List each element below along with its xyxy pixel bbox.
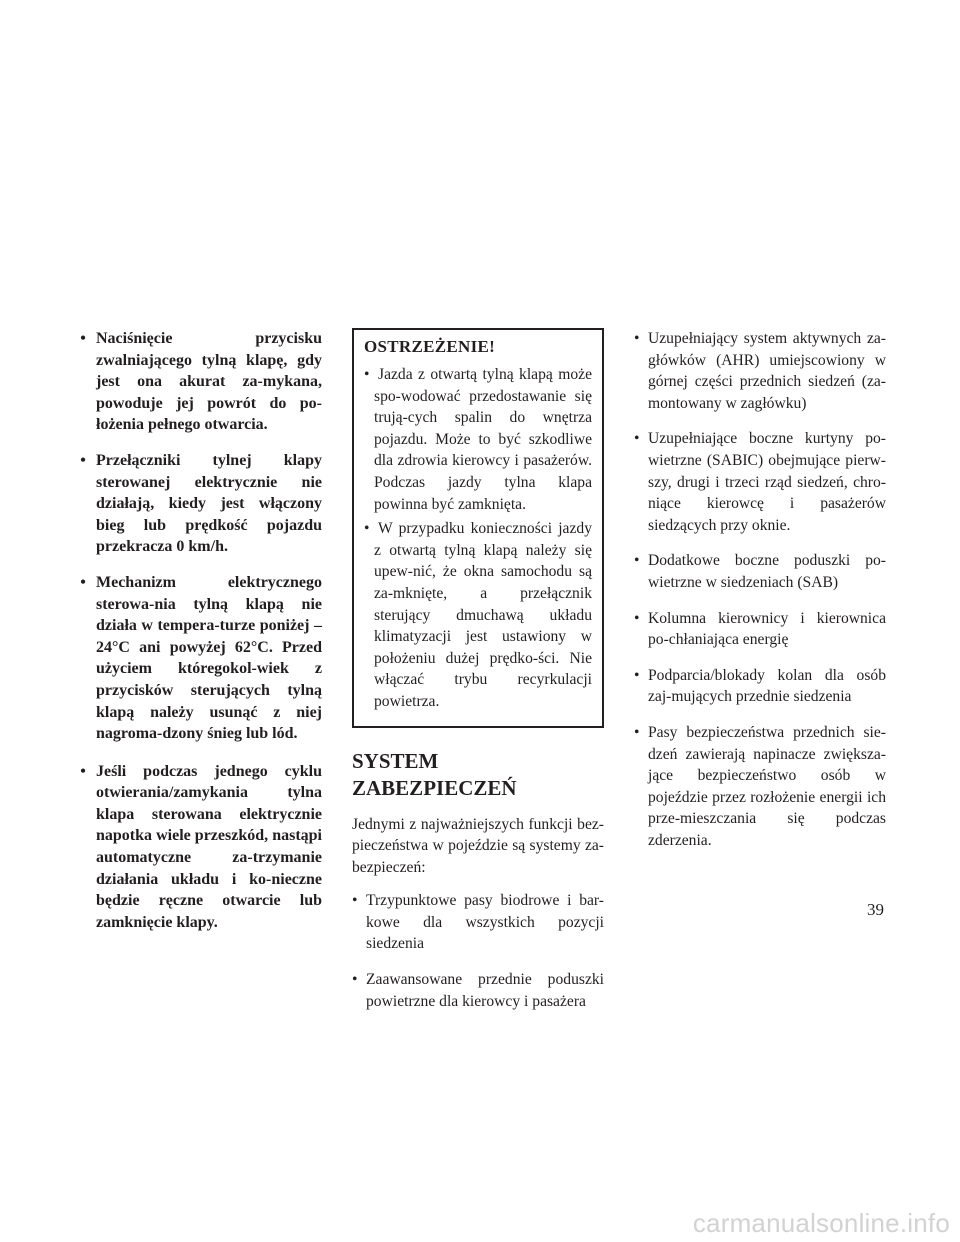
middle-column [352, 328, 604, 1026]
watermark[interactable]: carmanualsonline.info [692, 1208, 950, 1238]
bullet-icon: • [80, 330, 86, 347]
section-heading [352, 748, 604, 802]
section-intro: Jednymi z najważniejszych funkcji bez-pieczeństwa w pojeździe są systemy za-bezpieczeń: [352, 815, 604, 876]
bullet-icon: • [80, 451, 86, 469]
safety-bullet-list [352, 890, 604, 1012]
list-item: • Jeśli podczas jednego cyklu otwierania/zamykania tylna klapa sterowana elektrycznie napotka wiele przeszkód, nastąpi automatyczne za-trzymanie działania układu i ko-nieczne będzie ręczne otwarcie lub zamknięcie klapy. [70, 761, 322, 934]
warning-title: OSTRZEŻENIE! [364, 337, 496, 356]
bullet-icon: • [634, 330, 640, 347]
bullet-icon: • [634, 723, 640, 741]
section-heading-line1: SYSTEM [352, 748, 439, 773]
bullet-icon: • [352, 892, 358, 910]
right-column [634, 328, 886, 865]
left-column [70, 328, 322, 947]
bullet-icon: • [634, 430, 640, 448]
list-item: • Przełączniki tylnej klapy sterowanej elektrycznie nie działają, kiedy jest włączony bieg lub prędkość pojazdu przekracza 0 km/h. [70, 450, 322, 558]
list-item: • W przypadku konieczności jazdy z otwartą tylną klapą należy się upew-nić, że okna samochodu są za-mknięte, a przełącznik sterujący dmuchawą układu klimatyzacji jest ustawiony w położeniu dużej prędko-ści. Nie włączać trybu recyrkulacji powietrza. [364, 520, 592, 710]
bullet-icon: • [634, 666, 640, 684]
left-bullet-list [70, 328, 322, 933]
list-item: • Uzupełniające boczne kurtyny po-wietrzne (SABIC) obejmujące pierw-szy, drugi i trzeci rząd siedzeń, chro-niące kierowcę i pasażerów siedzących przy oknie. [634, 430, 886, 534]
bullet-icon: • [364, 366, 370, 383]
list-item: • Podparcia/blokady kolan dla osób zaj-mujących przednie siedzenia [634, 666, 886, 706]
bullet-icon: • [634, 552, 640, 570]
list-item: • Dodatkowe boczne poduszki po-wietrzne w siedzeniach (SAB) [634, 552, 886, 591]
bullet-icon: • [352, 971, 358, 989]
warning-bullet-list [364, 364, 592, 713]
list-item: • Mechanizm elektrycznego sterowa-nia tylną klapą nie działa w tempera-turze poniżej –24°C ani powyżej 62°C. Przed użyciem któregokol-wiek z przycisków sterujących tylną klapą należy usunąć z niej nagroma-dzony śnieg lub lód. [70, 572, 322, 745]
bullet-icon: • [80, 573, 86, 591]
page-number: 39 [867, 900, 884, 919]
list-item: • Naciśnięcie przycisku zwalniającego tylną klapę, gdy jest ona akurat za-mykana, powoduje jej powrót do po-łożenia pełnego otwarcia. [70, 328, 322, 436]
list-item: • Uzupełniający system aktywnych za-główków (AHR) umiejscowiony w górnej części przednich siedzeń (za-montowany w zagłówku) [634, 330, 886, 412]
bullet-icon: • [80, 762, 86, 780]
list-item: • Trzypunktowe pasy biodrowe i bar-kowe dla wszystkich pozycji siedzenia [352, 892, 604, 953]
section-heading-line2: ZABEZPIECZEŃ [352, 775, 517, 800]
list-item: • Pasy bezpieczeństwa przednich sie-dzeń zawierają napinacze zwiększa-jące bezpieczeństwo osób w pojeździe przez rozłożenie energii ich prze-mieszczania się podczas zderzenia. [634, 723, 886, 849]
list-item: • Zaawansowane przednie poduszki powietrzne dla kierowcy i pasażera [352, 971, 604, 1010]
safety-bullet-list-continued [634, 328, 886, 851]
bullet-icon: • [364, 520, 370, 538]
bullet-icon: • [634, 609, 640, 627]
list-item: • Jazda z otwartą tylną klapą może spo-wodować przedostawanie się trują-cych spalin do wnętrza pojazdu. Może to być szkodliwe dla zdrowia kierowcy i pasażerów. Podczas jazdy tylna klapa powinna być zamknięta. [364, 366, 592, 513]
warning-box [352, 328, 604, 728]
list-item: • Kolumna kierownicy i kierownica po-chłaniająca energię [634, 609, 886, 649]
